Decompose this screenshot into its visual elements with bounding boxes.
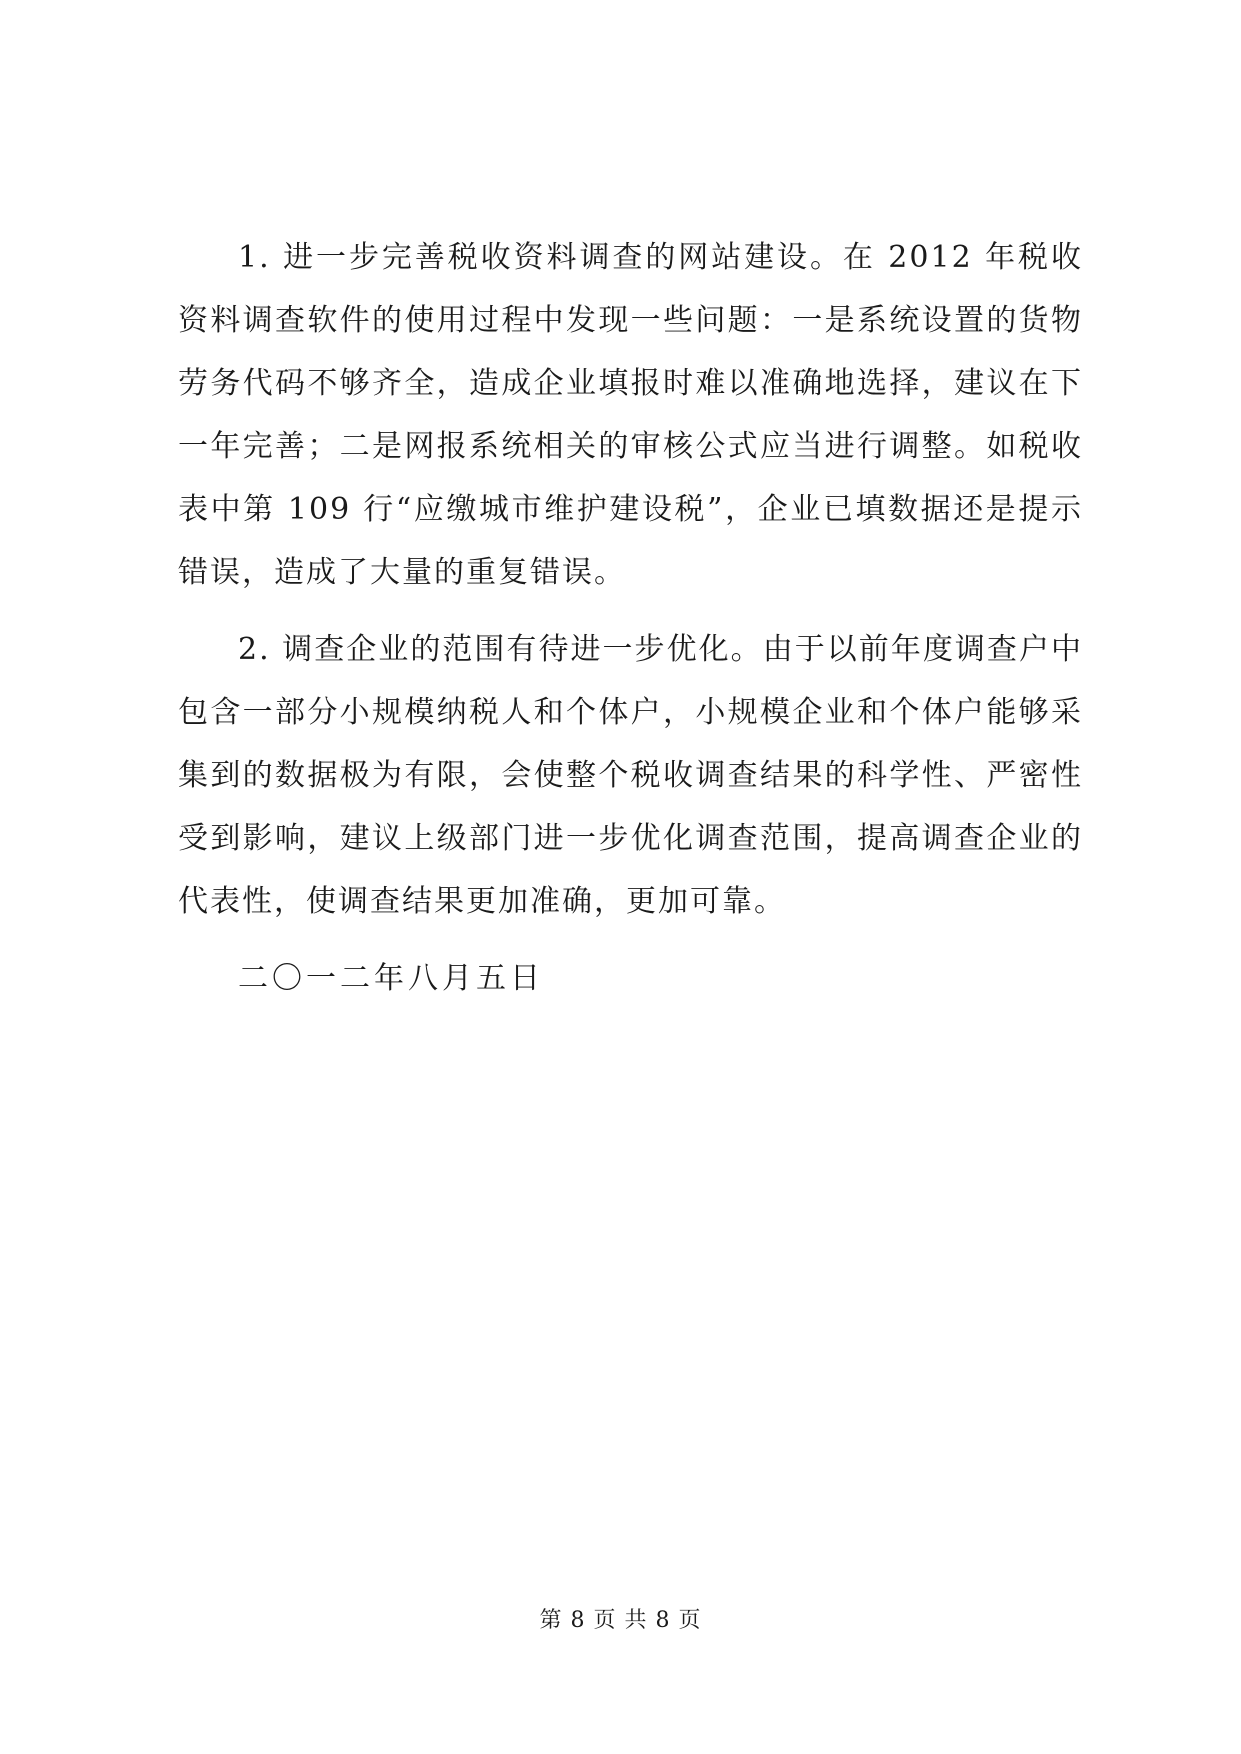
document-body [178,226,1083,1010]
page-footer [0,1603,1241,1634]
document-date: 二〇一二年八月五日 [238,961,544,996]
paragraph-2: 2. 调查企业的范围有待进一步优化。由于以前年度调查户中包含一部分小规模纳税人和个体户，小规模企业和个体户能够采集到的数据极为有限，会使整个税收调查结果的科学性、严密性受到影响，建议上级部门进一步优化调查范围，提高调查企业的代表性，使调查结果更加准确，更加可靠。 [178,632,1083,919]
page-number: 第 8 页 共 8 页 [539,1608,702,1633]
paragraph-1: 1. 进一步完善税收资料调查的网站建设。在 2012 年税收资料调查软件的使用过程中发现一些问题：一是系统设置的货物劳务代码不够齐全，造成企业填报时难以准确地选择，建议在下一年完善；二是网报系统相关的审核公式应当进行调整。如税收表中第 109 行“应缴城市维护建设税”，企业已填数据还是提示错误，造成了大量的重复错误。 [178,240,1083,590]
